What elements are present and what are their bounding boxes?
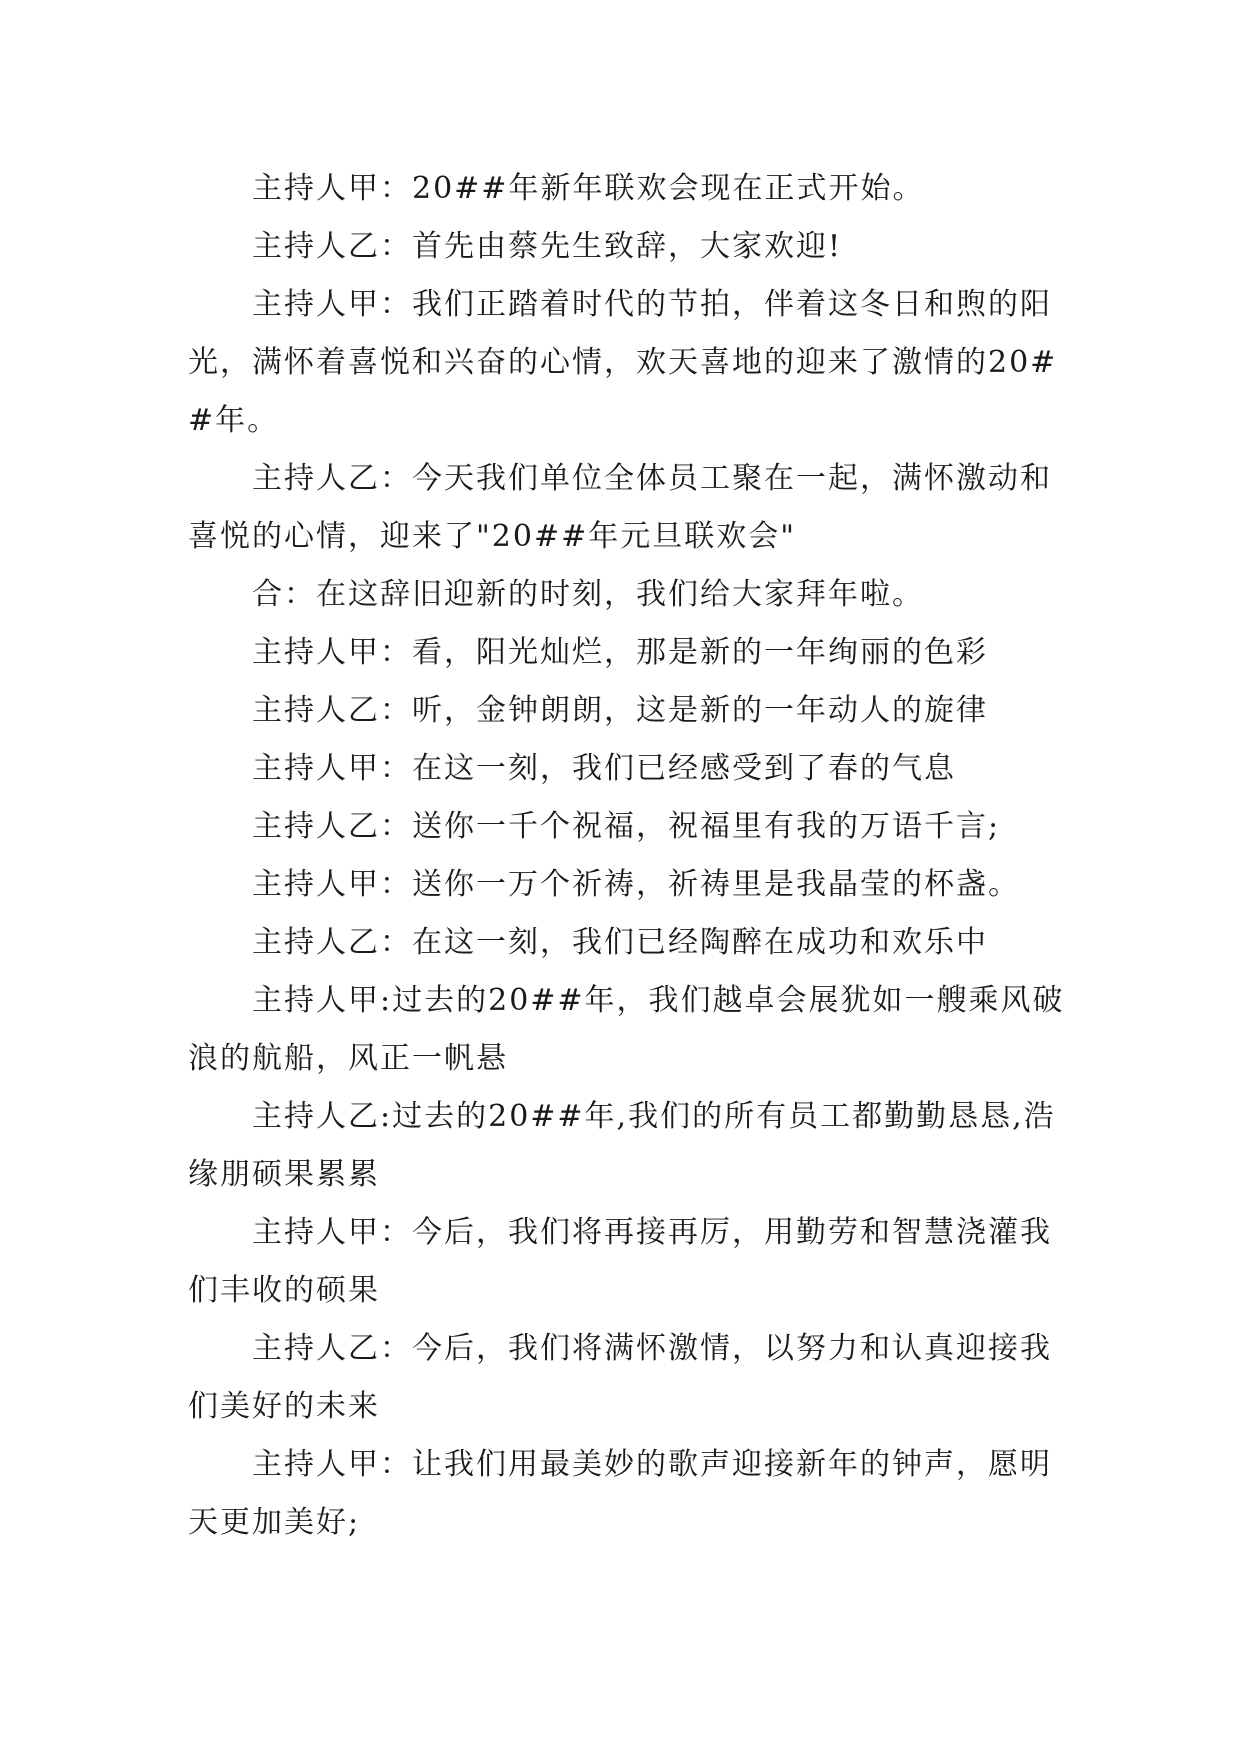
document-body <box>188 160 1068 1552</box>
paragraph: 合：在这辞旧迎新的时刻，我们给大家拜年啦。 <box>252 577 924 612</box>
paragraph: 主持人甲：我们正踏着时代的节拍，伴着这冬日和煦的阳光，满怀着喜悦和兴奋的心情，欢天喜地的迎来了激情的20##年。 <box>188 287 1058 438</box>
paragraph: 主持人甲：在这一刻，我们已经感受到了春的气息 <box>252 751 956 786</box>
paragraph: 主持人甲:过去的20##年，我们越卓会展犹如一艘乘风破浪的航船，风正一帆悬 <box>188 983 1065 1076</box>
paragraph: 主持人甲：今后，我们将再接再厉，用勤劳和智慧浇灌我们丰收的硕果 <box>188 1215 1052 1308</box>
paragraph: 主持人乙：送你一千个祝福，祝福里有我的万语千言; <box>252 809 1001 844</box>
paragraph: 主持人乙：今后，我们将满怀激情，以努力和认真迎接我们美好的未来 <box>188 1331 1052 1424</box>
paragraph: 主持人甲：让我们用最美妙的歌声迎接新年的钟声，愿明天更加美好; <box>188 1447 1052 1540</box>
paragraph: 主持人乙：听，金钟朗朗，这是新的一年动人的旋律 <box>252 693 988 728</box>
paragraph: 主持人乙：在这一刻，我们已经陶醉在成功和欢乐中 <box>252 925 988 960</box>
paragraph: 主持人甲：20##年新年联欢会现在正式开始。 <box>252 171 925 206</box>
paragraph: 主持人乙：首先由蔡先生致辞，大家欢迎! <box>252 229 843 264</box>
paragraph: 主持人甲：看，阳光灿烂，那是新的一年绚丽的色彩 <box>252 635 988 670</box>
paragraph: 主持人乙:过去的20##年,我们的所有员工都勤勤恳恳,浩缘朋硕果累累 <box>188 1099 1056 1192</box>
paragraph: 主持人乙：今天我们单位全体员工聚在一起，满怀激动和喜悦的心情，迎来了"20##年元旦联欢会" <box>188 461 1052 554</box>
paragraph: 主持人甲：送你一万个祈祷，祈祷里是我晶莹的杯盏。 <box>252 867 1020 902</box>
